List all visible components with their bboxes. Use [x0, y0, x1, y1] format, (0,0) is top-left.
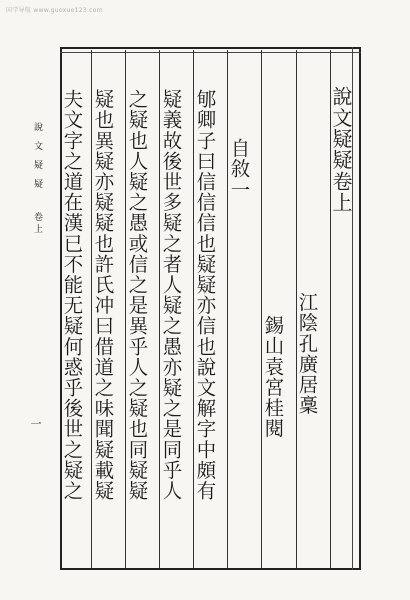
body-line-4: 疑也異疑亦疑疑也許氏冲曰借道之味聞疑載疑: [91, 89, 115, 501]
section-title: 自敘一: [227, 138, 251, 200]
column-rule: [261, 50, 262, 568]
body-line-1: 郇卿子曰信信信也疑疑亦信也說文解字中頗有: [193, 89, 217, 501]
body-line-3: 之疑也人疑之愚或信之是異乎人之疑也同疑疑: [125, 89, 149, 501]
body-line-2: 疑義故後世多疑之者人疑之愚亦疑之是同乎人: [159, 89, 183, 501]
margin-book-title: 說文疑疑: [32, 122, 42, 198]
column-rule: [227, 50, 228, 568]
book-title-heading: 說文疑疑卷上: [329, 86, 353, 214]
margin-page-number: 一: [29, 418, 42, 429]
proofreader-line: 錫山袁宮桂閱: [261, 315, 285, 439]
body-line-5: 夫文字之道在漢已不能无疑何惑乎後世之疑之: [60, 89, 84, 501]
author-line: 江陰孔廣居稾: [295, 292, 319, 416]
margin-volume: 卷上: [32, 212, 42, 236]
frame-inner-rule-top: [60, 52, 361, 53]
watermark: 国学导航 www.guoxue123.com: [6, 7, 103, 14]
